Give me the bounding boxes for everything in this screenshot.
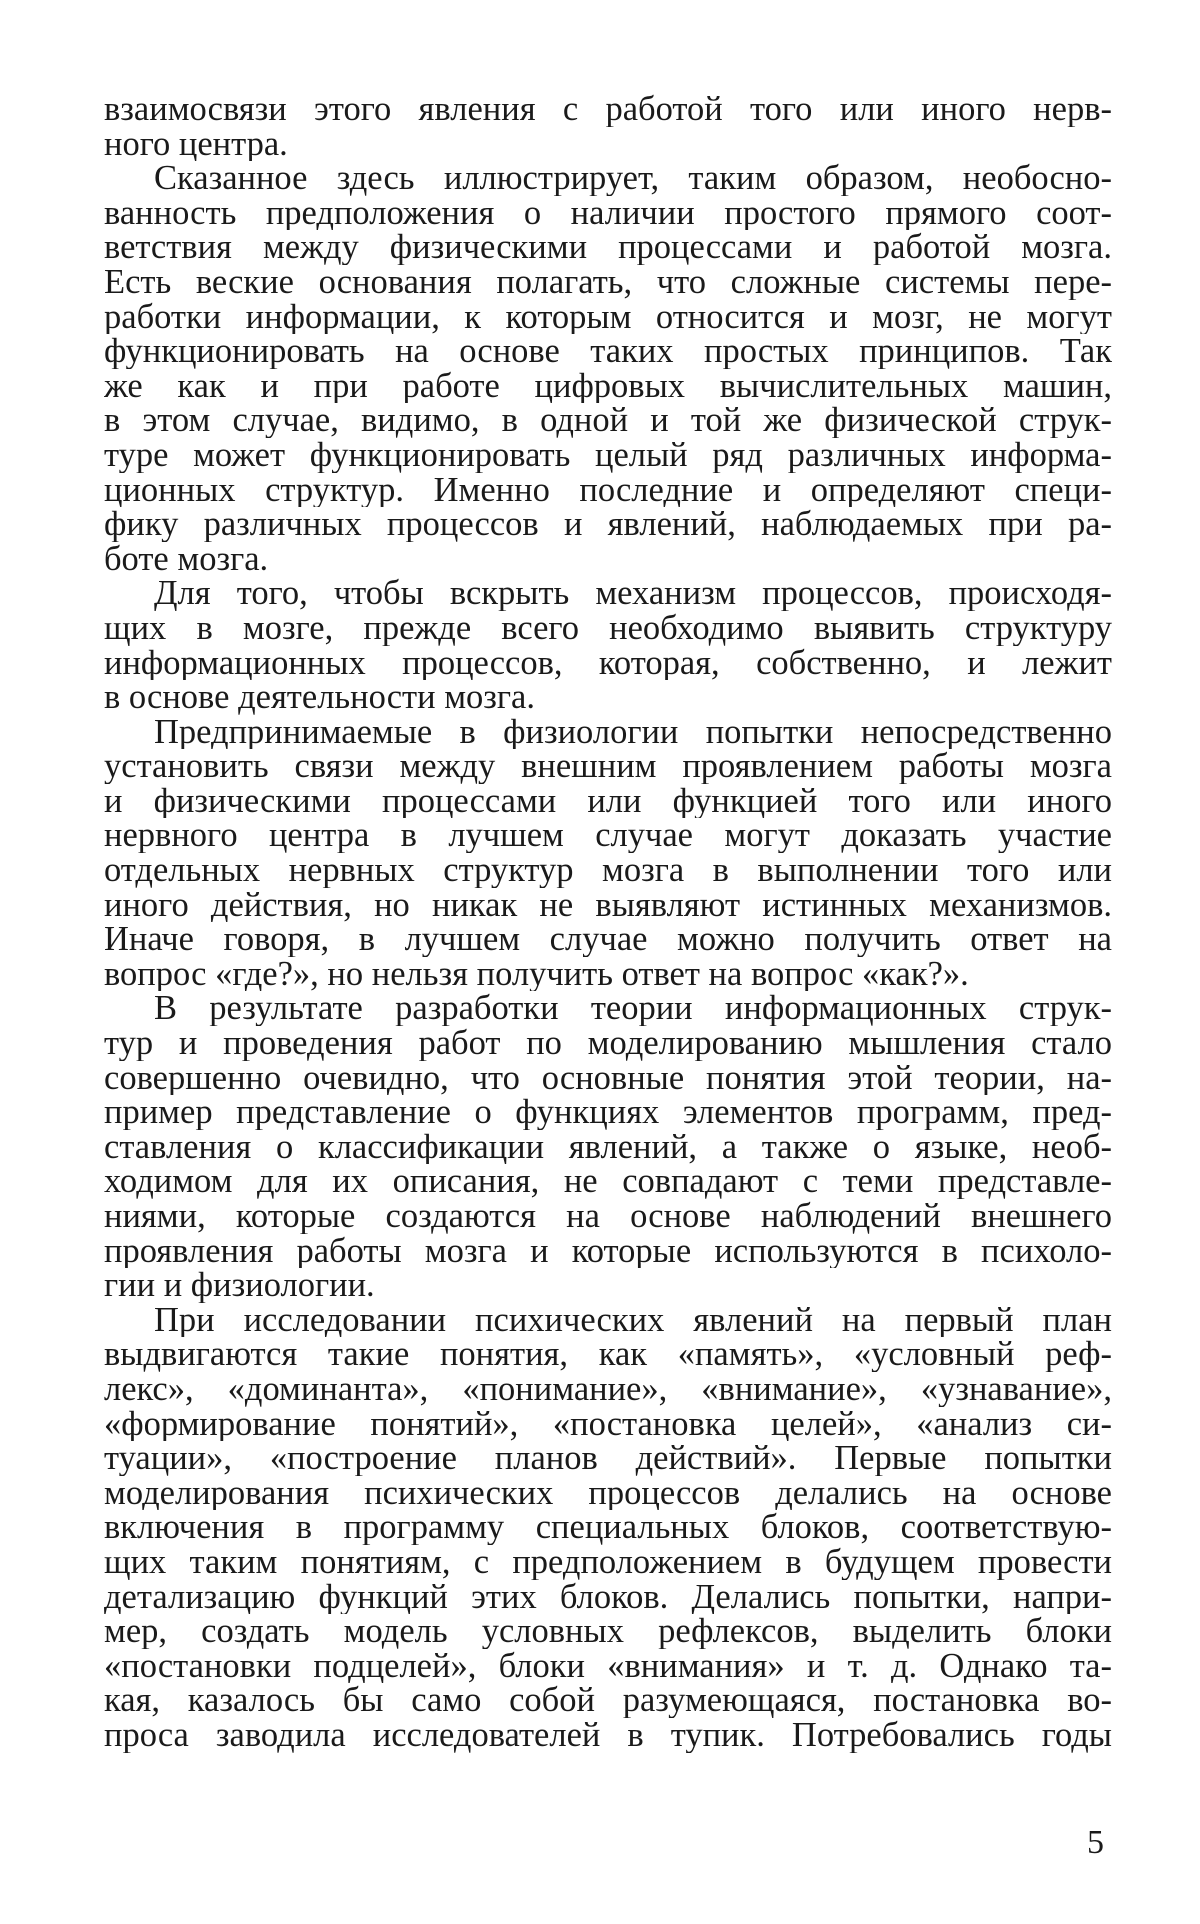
text-line: «постановки подцелей», блоки «внимания» и т. д. Однако та- xyxy=(104,1648,1112,1684)
text-line: туре может функционировать целый ряд различных информа- xyxy=(104,437,1112,473)
text-line: совершенно очевидно, что основные понятия этой теории, на- xyxy=(104,1060,1112,1096)
text-line: боте мозга. xyxy=(104,541,269,577)
text-line: ного центра. xyxy=(104,126,288,162)
text-line: туации», «построение планов действий». Первые попытки xyxy=(104,1441,1112,1476)
text-line: мер, создать модель условных рефлексов, выделить блоки xyxy=(104,1614,1112,1649)
text-line: в этом случае, видимо, в одной и той же физической струк- xyxy=(104,403,1112,438)
text-line: вопрос «где?», но нельзя получить ответ на вопрос «как?». xyxy=(104,956,969,992)
text-line: ставления о классификации явлений, а также о языке, необ- xyxy=(104,1129,1112,1165)
text-line: в основе деятельности мозга. xyxy=(104,680,535,715)
page-text xyxy=(104,92,1112,1753)
text-line: информационных процессов, которая, собственно, и лежит xyxy=(104,645,1112,681)
text-line: включения в программу специальных блоков, соответствую- xyxy=(104,1510,1112,1545)
text-line: ционных структур. Именно последние и определяют специ- xyxy=(104,472,1112,508)
text-line: В результате разработки теории информационных струк- xyxy=(154,991,1112,1027)
text-line: ветствия между физическими процессами и работой мозга. xyxy=(104,230,1112,265)
text-line: моделирования психических процессов делались на основе xyxy=(104,1475,1112,1511)
text-line: проявления работы мозга и которые используются в психоло- xyxy=(104,1233,1112,1269)
text-line: же как и при работе цифровых вычислительных машин, xyxy=(104,368,1112,404)
text-line: иного действия, но никак не выявляют истинных механизмов. xyxy=(104,887,1112,923)
text-line: фику различных процессов и явлений, наблюдаемых при ра- xyxy=(104,507,1112,542)
text-line: работки информации, к которым относится и мозг, не могут xyxy=(104,299,1112,335)
text-line: При исследовании психических явлений на первый план xyxy=(154,1302,1112,1338)
text-line: тур и проведения работ по моделированию мышления стало xyxy=(104,1026,1112,1061)
text-line: Сказанное здесь иллюстрирует, таким образом, необосно- xyxy=(154,161,1112,196)
text-line: Предпринимаемые в физиологии попытки непосредственно xyxy=(154,714,1112,750)
text-line: детализацию функций этих блоков. Делались попытки, напри- xyxy=(104,1579,1112,1615)
text-line: функционировать на основе таких простых принципов. Так xyxy=(104,334,1112,369)
text-line: гии и физиологии. xyxy=(104,1268,375,1303)
text-line: кая, казалось бы само собой разумеющаяся, постановка во- xyxy=(104,1683,1112,1718)
text-line: и физическими процессами или функцией того или иного xyxy=(104,783,1112,819)
text-line: щих таким понятиям, с предположением в будущем провести xyxy=(104,1544,1112,1580)
paragraph xyxy=(104,991,1112,1302)
text-line: установить связи между внешним проявлением работы мозга xyxy=(104,749,1112,784)
text-line: отдельных нервных структур мозга в выполнении того или xyxy=(104,853,1112,888)
text-line: ванность предположения о наличии простого прямого соот- xyxy=(104,195,1112,231)
page-number: 5 xyxy=(1087,1824,1104,1861)
text-line: «формирование понятий», «постановка целей», «анализ си- xyxy=(104,1406,1112,1442)
text-line: нервного центра в лучшем случае могут доказать участие xyxy=(104,818,1112,854)
text-line: лекс», «доминанта», «понимание», «внимание», «узнавание», xyxy=(104,1371,1112,1407)
text-line: Для того, чтобы вскрыть механизм процессов, происходя- xyxy=(154,576,1112,611)
paragraph xyxy=(104,1303,1112,1753)
text-line: выдвигаются такие понятия, как «память», «условный реф- xyxy=(104,1337,1112,1372)
paragraph xyxy=(104,92,1112,161)
text-line: щих в мозге, прежде всего необходимо выявить структуру xyxy=(104,610,1112,646)
text-line: ниями, которые создаются на основе наблюдений внешнего xyxy=(104,1199,1112,1234)
text-line: проса заводила исследователей в тупик. Потребовались годы xyxy=(104,1717,1112,1753)
paragraph xyxy=(104,576,1112,714)
text-line: Иначе говоря, в лучшем случае можно получить ответ на xyxy=(104,922,1112,957)
text-line: взаимосвязи этого явления с работой того или иного нерв- xyxy=(104,92,1112,127)
text-line: пример представление о функциях элементов программ, пред- xyxy=(104,1095,1112,1130)
text-line: Есть веские основания полагать, что сложные системы пере- xyxy=(104,264,1112,300)
paragraph xyxy=(104,715,1112,992)
text-line: ходимом для их описания, не совпадают с теми представле- xyxy=(104,1164,1112,1199)
paragraph xyxy=(104,161,1112,576)
